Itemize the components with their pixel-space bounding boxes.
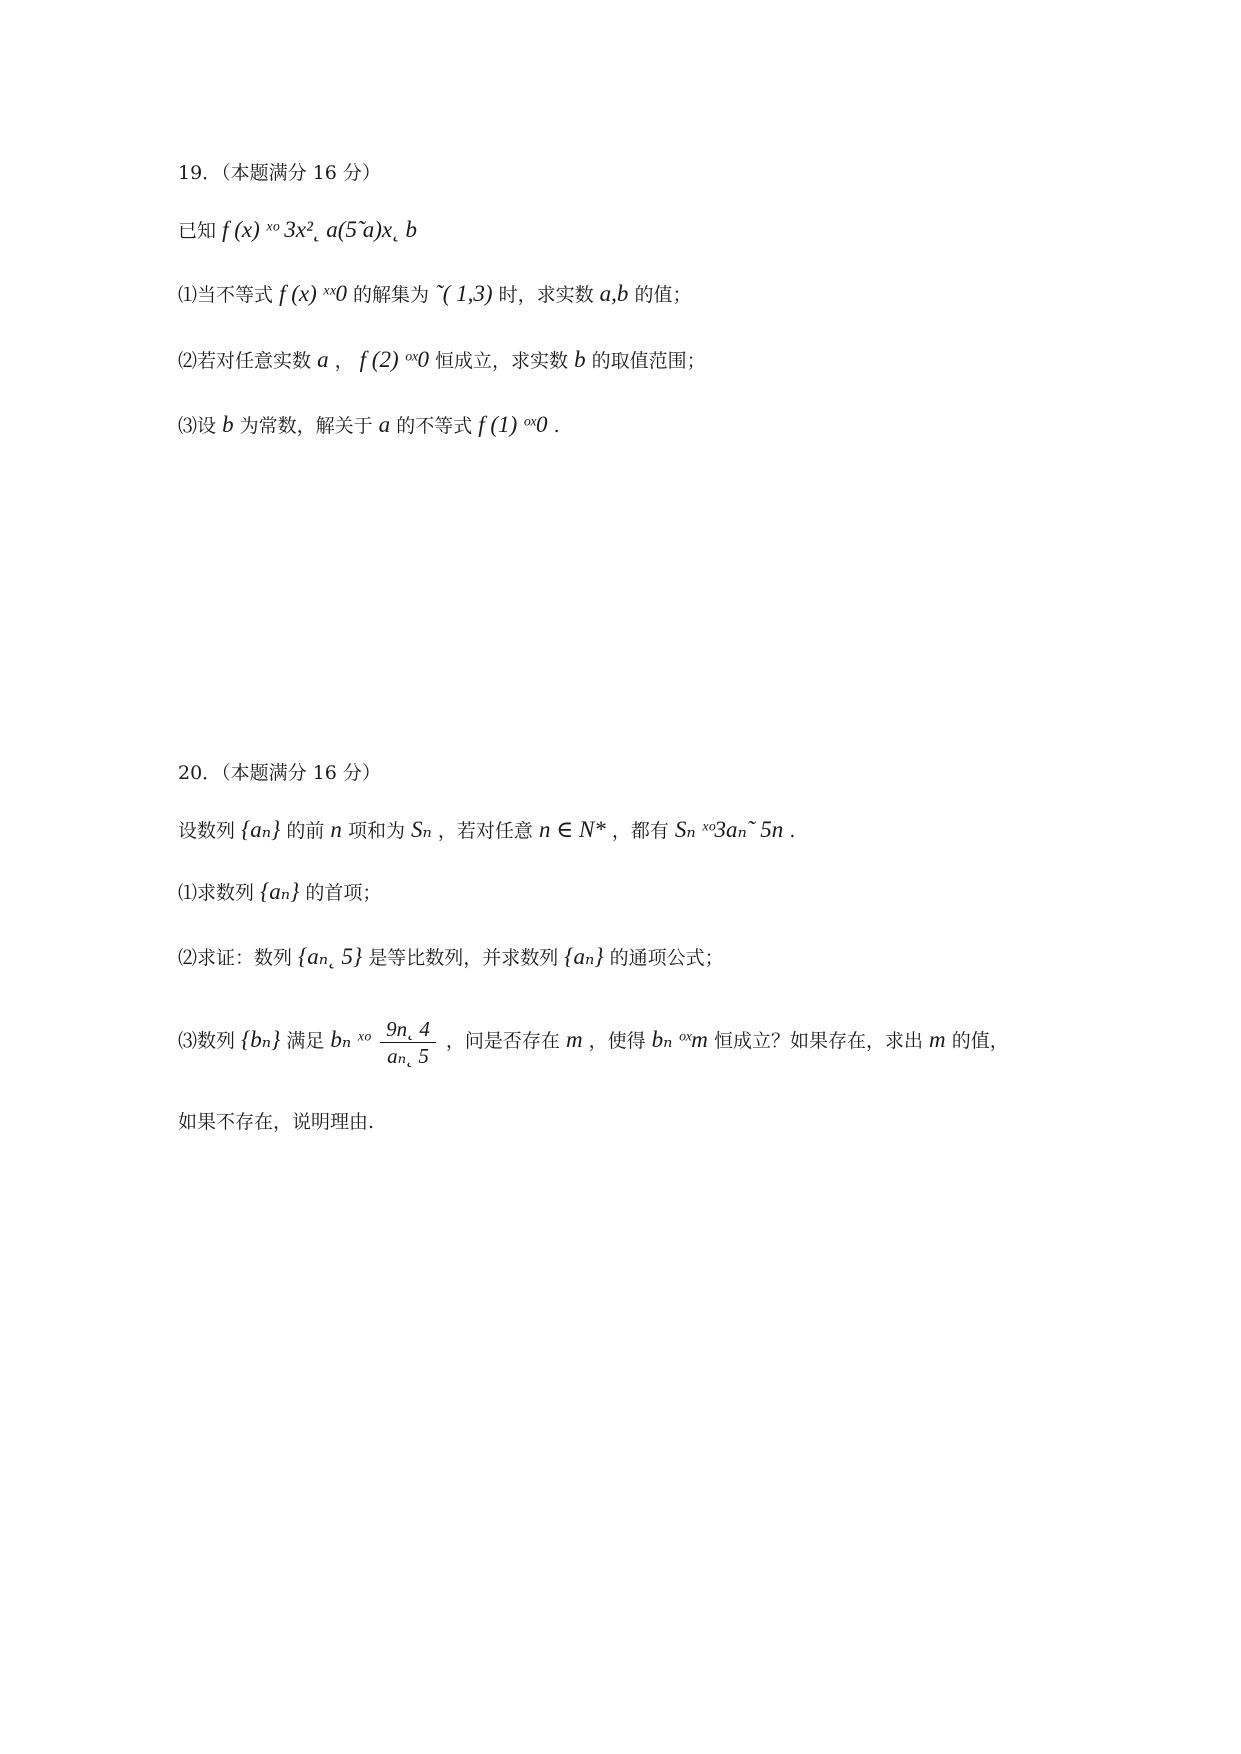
- q20-part1-seq: {aₙ}: [260, 879, 300, 904]
- q19-stem-formula: f (x) ˣᵒ 3x²˛ a(5̃ a)x˛ b: [222, 217, 417, 242]
- q19-part1-text4: 的值；: [634, 284, 692, 306]
- q19-part3-formula: f (1) ᵒˣ0: [478, 412, 548, 437]
- q20-part3-text3: ，问是否存在: [445, 1030, 560, 1052]
- q20-part3-text: ⑶数列: [178, 1030, 236, 1052]
- q20-part3-m2: m: [929, 1027, 946, 1052]
- q20-part3-text2: 满足: [286, 1030, 325, 1052]
- q19-part2-text: ⑵若对任意实数: [178, 350, 312, 372]
- q20-part1: [178, 877, 381, 908]
- q20-stem-text4: ，若对任意: [437, 820, 533, 842]
- q19-part1-vars: a,b: [599, 281, 629, 306]
- q19-part3-period: .: [553, 415, 560, 437]
- q19-part2-var-b: b: [574, 347, 586, 372]
- q19-part3-var-b: b: [222, 412, 234, 437]
- q20-stem-n: n: [330, 817, 342, 842]
- q20-part3-m: m: [565, 1027, 583, 1052]
- q20-part3-fraction-numerator: 9n˛ 4: [380, 1016, 436, 1043]
- q20-stem-formula: Sₙ ˣᵒ3aₙ˜ 5n: [674, 817, 784, 842]
- q19-part2: [178, 345, 706, 376]
- q19-part3-text3: 的不等式: [396, 415, 473, 437]
- q19-part1-formula: f (x) ˣˣ0: [279, 281, 347, 306]
- q19-part3-text: ⑶设: [178, 415, 217, 437]
- q20-part3-text6: 的值，: [951, 1030, 1009, 1052]
- q20-part3-fraction-denominator: aₙ˛ 5: [387, 1043, 429, 1068]
- q20-part1-text2: 的首项；: [305, 882, 382, 904]
- q20-part3-inequality: bₙ ᵒˣm: [651, 1027, 708, 1052]
- q19-stem: [178, 215, 417, 246]
- q19-part1: [178, 279, 691, 310]
- q19-part2-text2: 恒成立，求实数: [435, 350, 569, 372]
- q20-stem: [178, 815, 795, 846]
- q20-part3-continuation: 如果不存在，说明理由.: [178, 1111, 375, 1133]
- q19-part2-text3: 的取值范围；: [591, 350, 706, 372]
- q19-part1-text3: 时，求实数: [498, 284, 594, 306]
- q19-part2-var-a: a: [317, 347, 329, 372]
- q20-part2-text3: 的通项公式；: [609, 947, 724, 969]
- q20-part2-seq: {aₙ}: [564, 944, 604, 969]
- q20-stem-text5: ，都有: [611, 820, 669, 842]
- q20-part3-bn: bₙ ˣᵒ: [330, 1027, 371, 1052]
- q20-stem-seq: {aₙ}: [241, 817, 281, 842]
- q19-part2-formula: f (2) ᵒˣ0: [359, 347, 429, 372]
- q19-part3-var-a: a: [378, 412, 391, 437]
- q20-part1-text: ⑴求数列: [178, 882, 255, 904]
- q20-part3-seq-b: {bₙ}: [241, 1027, 281, 1052]
- q19-title: 19．（本题满分 16 分）: [178, 162, 381, 184]
- q19-part3: [178, 410, 560, 441]
- q19-stem-text: 已知: [178, 220, 217, 242]
- q19-part2-comma: ，: [334, 350, 354, 372]
- q20-part3: [178, 1012, 1009, 1069]
- q20-part2: [178, 942, 724, 973]
- q19-part1-interval: ˜( 1,3): [435, 281, 493, 306]
- q20-stem-domain: n ∈ N*: [538, 817, 606, 842]
- q20-stem-sn: Sₙ: [411, 817, 432, 842]
- q20-stem-period: .: [789, 820, 796, 842]
- q20-part3-text5: 恒成立？如果存在，求出: [713, 1030, 923, 1052]
- q20-part2-seq-shifted: {aₙ˛ 5}: [298, 944, 363, 969]
- q20-part2-text: ⑵求证：数列: [178, 947, 293, 969]
- q20-part3-fraction: [380, 1016, 436, 1069]
- q20-title: 20．（本题满分 16 分）: [178, 762, 381, 784]
- q20-part2-text2: 是等比数列，并求数列: [368, 947, 559, 969]
- q20-stem-text2: 的前: [286, 820, 325, 842]
- q19-part1-text: ⑴当不等式: [178, 284, 274, 306]
- q20-stem-text: 设数列: [178, 820, 236, 842]
- q19-part3-text2: 为常数，解关于: [239, 415, 373, 437]
- q20-stem-text3: 项和为: [347, 820, 405, 842]
- q19-part1-text2: 的解集为: [353, 284, 430, 306]
- q20-part3-text4: ，使得: [588, 1030, 646, 1052]
